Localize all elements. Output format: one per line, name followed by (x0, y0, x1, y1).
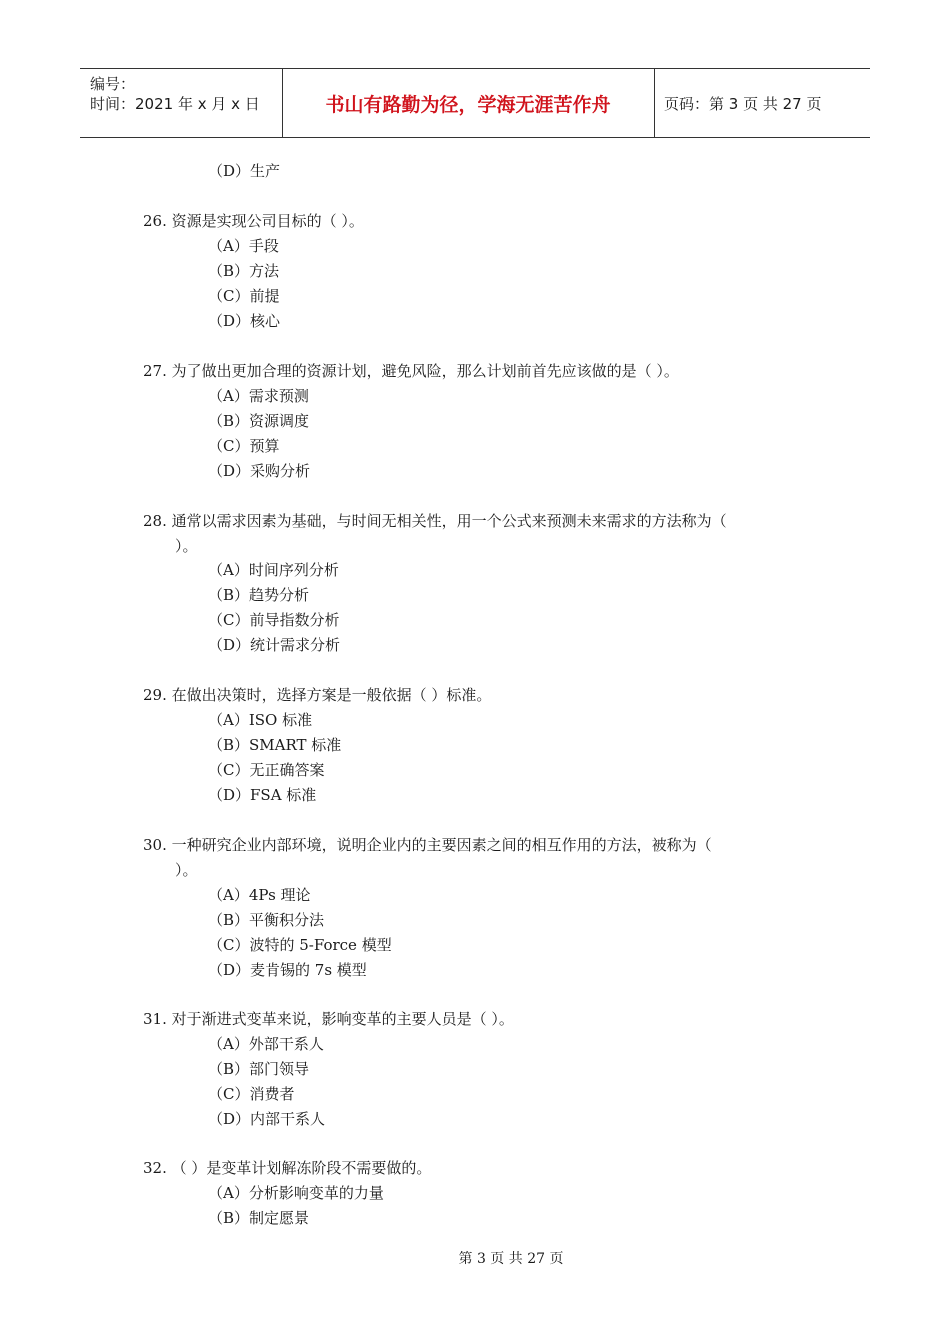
question-continuation: ）。 (175, 537, 198, 555)
answer-option: （D）内部干系人 (208, 1110, 326, 1128)
answer-option: （C）预算 (208, 437, 280, 455)
answer-option: （D）统计需求分析 (208, 636, 341, 654)
answer-option: （A）需求预测 (208, 387, 309, 405)
answer-option: （A）分析影响变革的力量 (208, 1184, 384, 1202)
answer-option: （B）平衡积分法 (208, 911, 325, 929)
answer-option: （A）外部干系人 (208, 1035, 324, 1053)
page-header (80, 68, 870, 138)
answer-option: （B）部门领导 (208, 1060, 310, 1078)
answer-option: （B）SMART 标准 (208, 736, 342, 754)
page-info-label: 页码：第 3 页 共 27 页 (664, 94, 822, 113)
answer-option: （A）ISO 标准 (208, 711, 313, 729)
question-text: 26. 资源是实现公司目标的（ ）。 (143, 212, 364, 230)
answer-option: （C）无正确答案 (208, 761, 325, 779)
question-text: 27. 为了做出更加合理的资源计划，避免风险，那么计划前首先应该做的是（ ）。 (143, 362, 679, 380)
header-page-info (654, 69, 870, 137)
answer-option: （A）4Ps 理论 (208, 886, 311, 904)
question-text: 32. （ ）是变革计划解冻阶段不需要做的。 (143, 1159, 432, 1177)
answer-option: （A）手段 (208, 237, 279, 255)
question-text: 30. 一种研究企业内部环境，说明企业内的主要因素之间的相互作用的方法，被称为（ (143, 836, 712, 854)
answer-option: （A）时间序列分析 (208, 561, 339, 579)
answer-option: （D）采购分析 (208, 462, 311, 480)
page-footer: 第 3 页 共 27 页 (458, 1251, 564, 1267)
answer-option: （C）消费者 (208, 1085, 295, 1103)
header-meta (80, 69, 283, 137)
answer-option: （C）前导指数分析 (208, 611, 340, 629)
question-text: 31. 对于渐进式变革来说，影响变革的主要人员是（ ）。 (143, 1010, 514, 1028)
answer-option: （D）生产 (208, 162, 281, 180)
header-motto: 书山有路勤为径，学海无涯苦作舟 (282, 69, 655, 137)
answer-option: （D）麦肯锡的 7s 模型 (208, 961, 367, 979)
serial-label: 编号： (90, 75, 136, 93)
answer-option: （C）前提 (208, 287, 280, 305)
answer-option: （C）波特的 5-Force 模型 (208, 936, 392, 954)
question-text: 29. 在做出决策时，选择方案是一般依据（ ）标准。 (143, 686, 492, 704)
answer-option: （B）趋势分析 (208, 586, 310, 604)
answer-option: （D）FSA 标准 (208, 786, 317, 804)
date-label: 时间：2021 年 x 月 x 日 (90, 95, 260, 113)
question-continuation: ）。 (175, 861, 198, 879)
answer-option: （B）制定愿景 (208, 1209, 310, 1227)
answer-option: （B）资源调度 (208, 412, 310, 430)
answer-option: （B）方法 (208, 262, 280, 280)
answer-option: （D）核心 (208, 312, 281, 330)
question-text: 28. 通常以需求因素为基础，与时间无相关性，用一个公式来预测未来需求的方法称为（ (143, 512, 727, 530)
